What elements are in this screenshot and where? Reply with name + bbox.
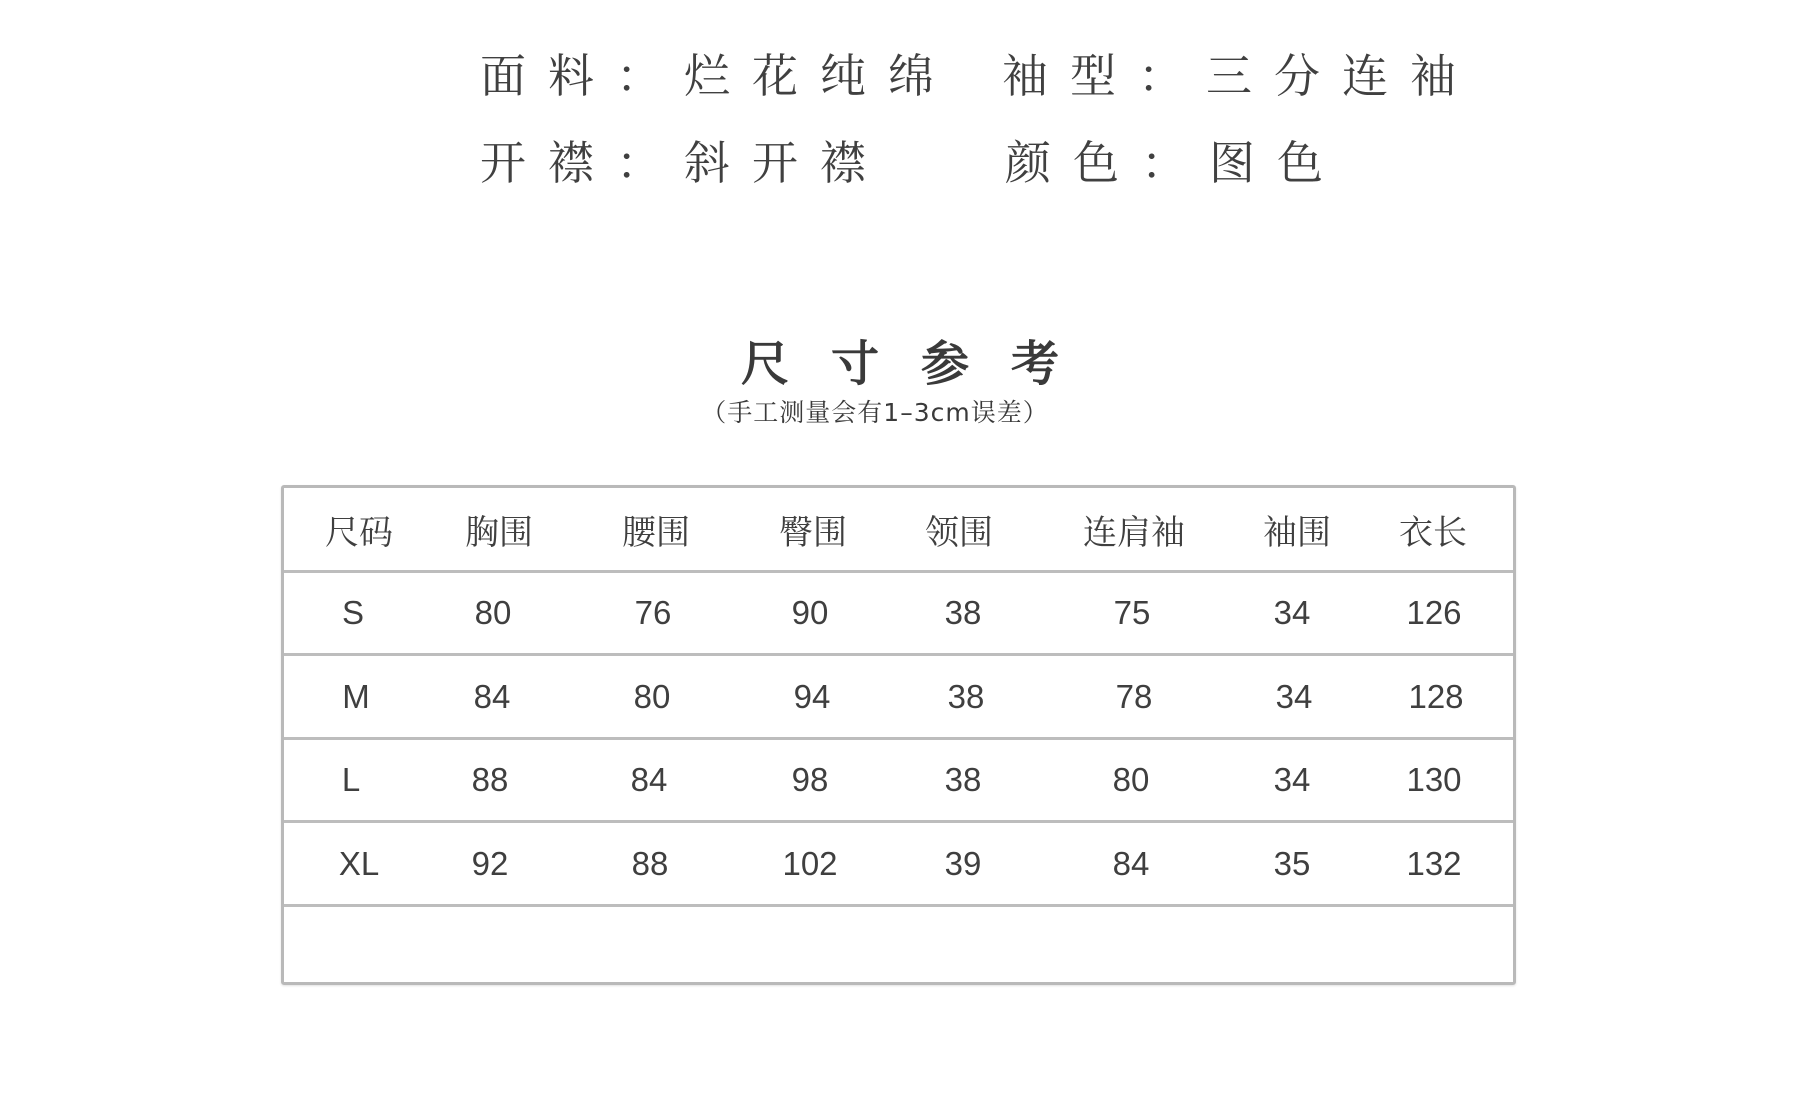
header-neck: 领围 <box>925 512 993 553</box>
cell-shoulder-sleeve: 75 <box>1113 594 1151 631</box>
cell-sleeve-width: 34 <box>1275 677 1313 715</box>
cell-neck: 38 <box>947 677 985 715</box>
cell-hip: 102 <box>782 844 838 882</box>
attribute-opening <box>480 125 888 195</box>
cell-sleeve-width: 34 <box>1273 761 1311 798</box>
cell-size: S <box>341 594 364 631</box>
attribute-separator: ： <box>1138 49 1206 103</box>
header-shoulder-sleeve: 连肩袖 <box>1083 512 1185 553</box>
cell-size: XL <box>338 844 380 882</box>
measurement-error-note: （手工测量会有1–3cm误差） <box>701 398 1049 427</box>
cell-waist: 76 <box>634 594 672 631</box>
attribute-sleeve-label: 袖型 <box>1002 49 1138 103</box>
attribute-color-value: 图色 <box>1209 136 1345 190</box>
cell-neck: 38 <box>944 594 982 631</box>
cell-shoulder-sleeve: 78 <box>1115 677 1153 715</box>
table-header-row <box>284 488 1513 573</box>
cell-size: L <box>341 761 361 798</box>
size-reference-title: 尺寸参考 <box>740 336 1101 392</box>
header-hip: 臀围 <box>779 512 847 553</box>
cell-hip: 94 <box>793 677 831 715</box>
table-row-empty <box>284 907 1513 982</box>
table-row <box>284 573 1513 656</box>
header-length: 衣长 <box>1399 512 1467 553</box>
attribute-color-label: 颜色 <box>1005 136 1141 190</box>
header-sleeve-width: 袖围 <box>1263 512 1331 553</box>
cell-length: 128 <box>1408 677 1464 715</box>
cell-neck: 39 <box>944 844 982 882</box>
cell-size <box>304 907 414 982</box>
cell-waist: 84 <box>630 761 668 798</box>
cell-waist: 88 <box>631 844 669 882</box>
attribute-fabric <box>480 38 956 108</box>
cell-sleeve-width: 34 <box>1273 594 1311 631</box>
attribute-separator: ： <box>616 49 684 103</box>
attribute-sleeve <box>1002 38 1478 108</box>
cell-length: 130 <box>1406 761 1462 798</box>
cell-length: 126 <box>1406 594 1462 631</box>
attribute-color <box>1005 125 1345 195</box>
cell-chest: 84 <box>473 677 511 715</box>
attribute-opening-value: 斜开襟 <box>684 136 888 190</box>
cell-chest: 92 <box>471 844 509 882</box>
attribute-separator: ： <box>1141 136 1209 190</box>
table-row <box>284 823 1513 907</box>
cell-size: M <box>342 677 370 715</box>
cell-hip: 90 <box>791 594 829 631</box>
cell-length: 132 <box>1406 844 1462 882</box>
attribute-fabric-value: 烂花纯绵 <box>684 49 956 103</box>
attribute-sleeve-value: 三分连袖 <box>1206 49 1478 103</box>
attribute-opening-label: 开襟 <box>480 136 616 190</box>
attributes-row-2 <box>0 125 1800 195</box>
cell-waist: 80 <box>633 677 671 715</box>
attributes-row-1 <box>0 38 1800 108</box>
table-row <box>284 740 1513 823</box>
table-row <box>284 656 1513 740</box>
header-waist: 腰围 <box>622 512 690 553</box>
header-size: 尺码 <box>325 512 393 553</box>
size-table <box>281 485 1516 985</box>
cell-neck: 38 <box>944 761 982 798</box>
attribute-fabric-label: 面料 <box>480 49 616 103</box>
cell-shoulder-sleeve: 80 <box>1112 761 1150 798</box>
cell-chest: 80 <box>474 594 512 631</box>
attribute-separator: ： <box>616 136 684 190</box>
cell-chest: 88 <box>471 761 509 798</box>
cell-sleeve-width: 35 <box>1273 844 1311 882</box>
cell-hip: 98 <box>791 761 829 798</box>
cell-shoulder-sleeve: 84 <box>1112 844 1150 882</box>
header-chest: 胸围 <box>465 512 533 553</box>
